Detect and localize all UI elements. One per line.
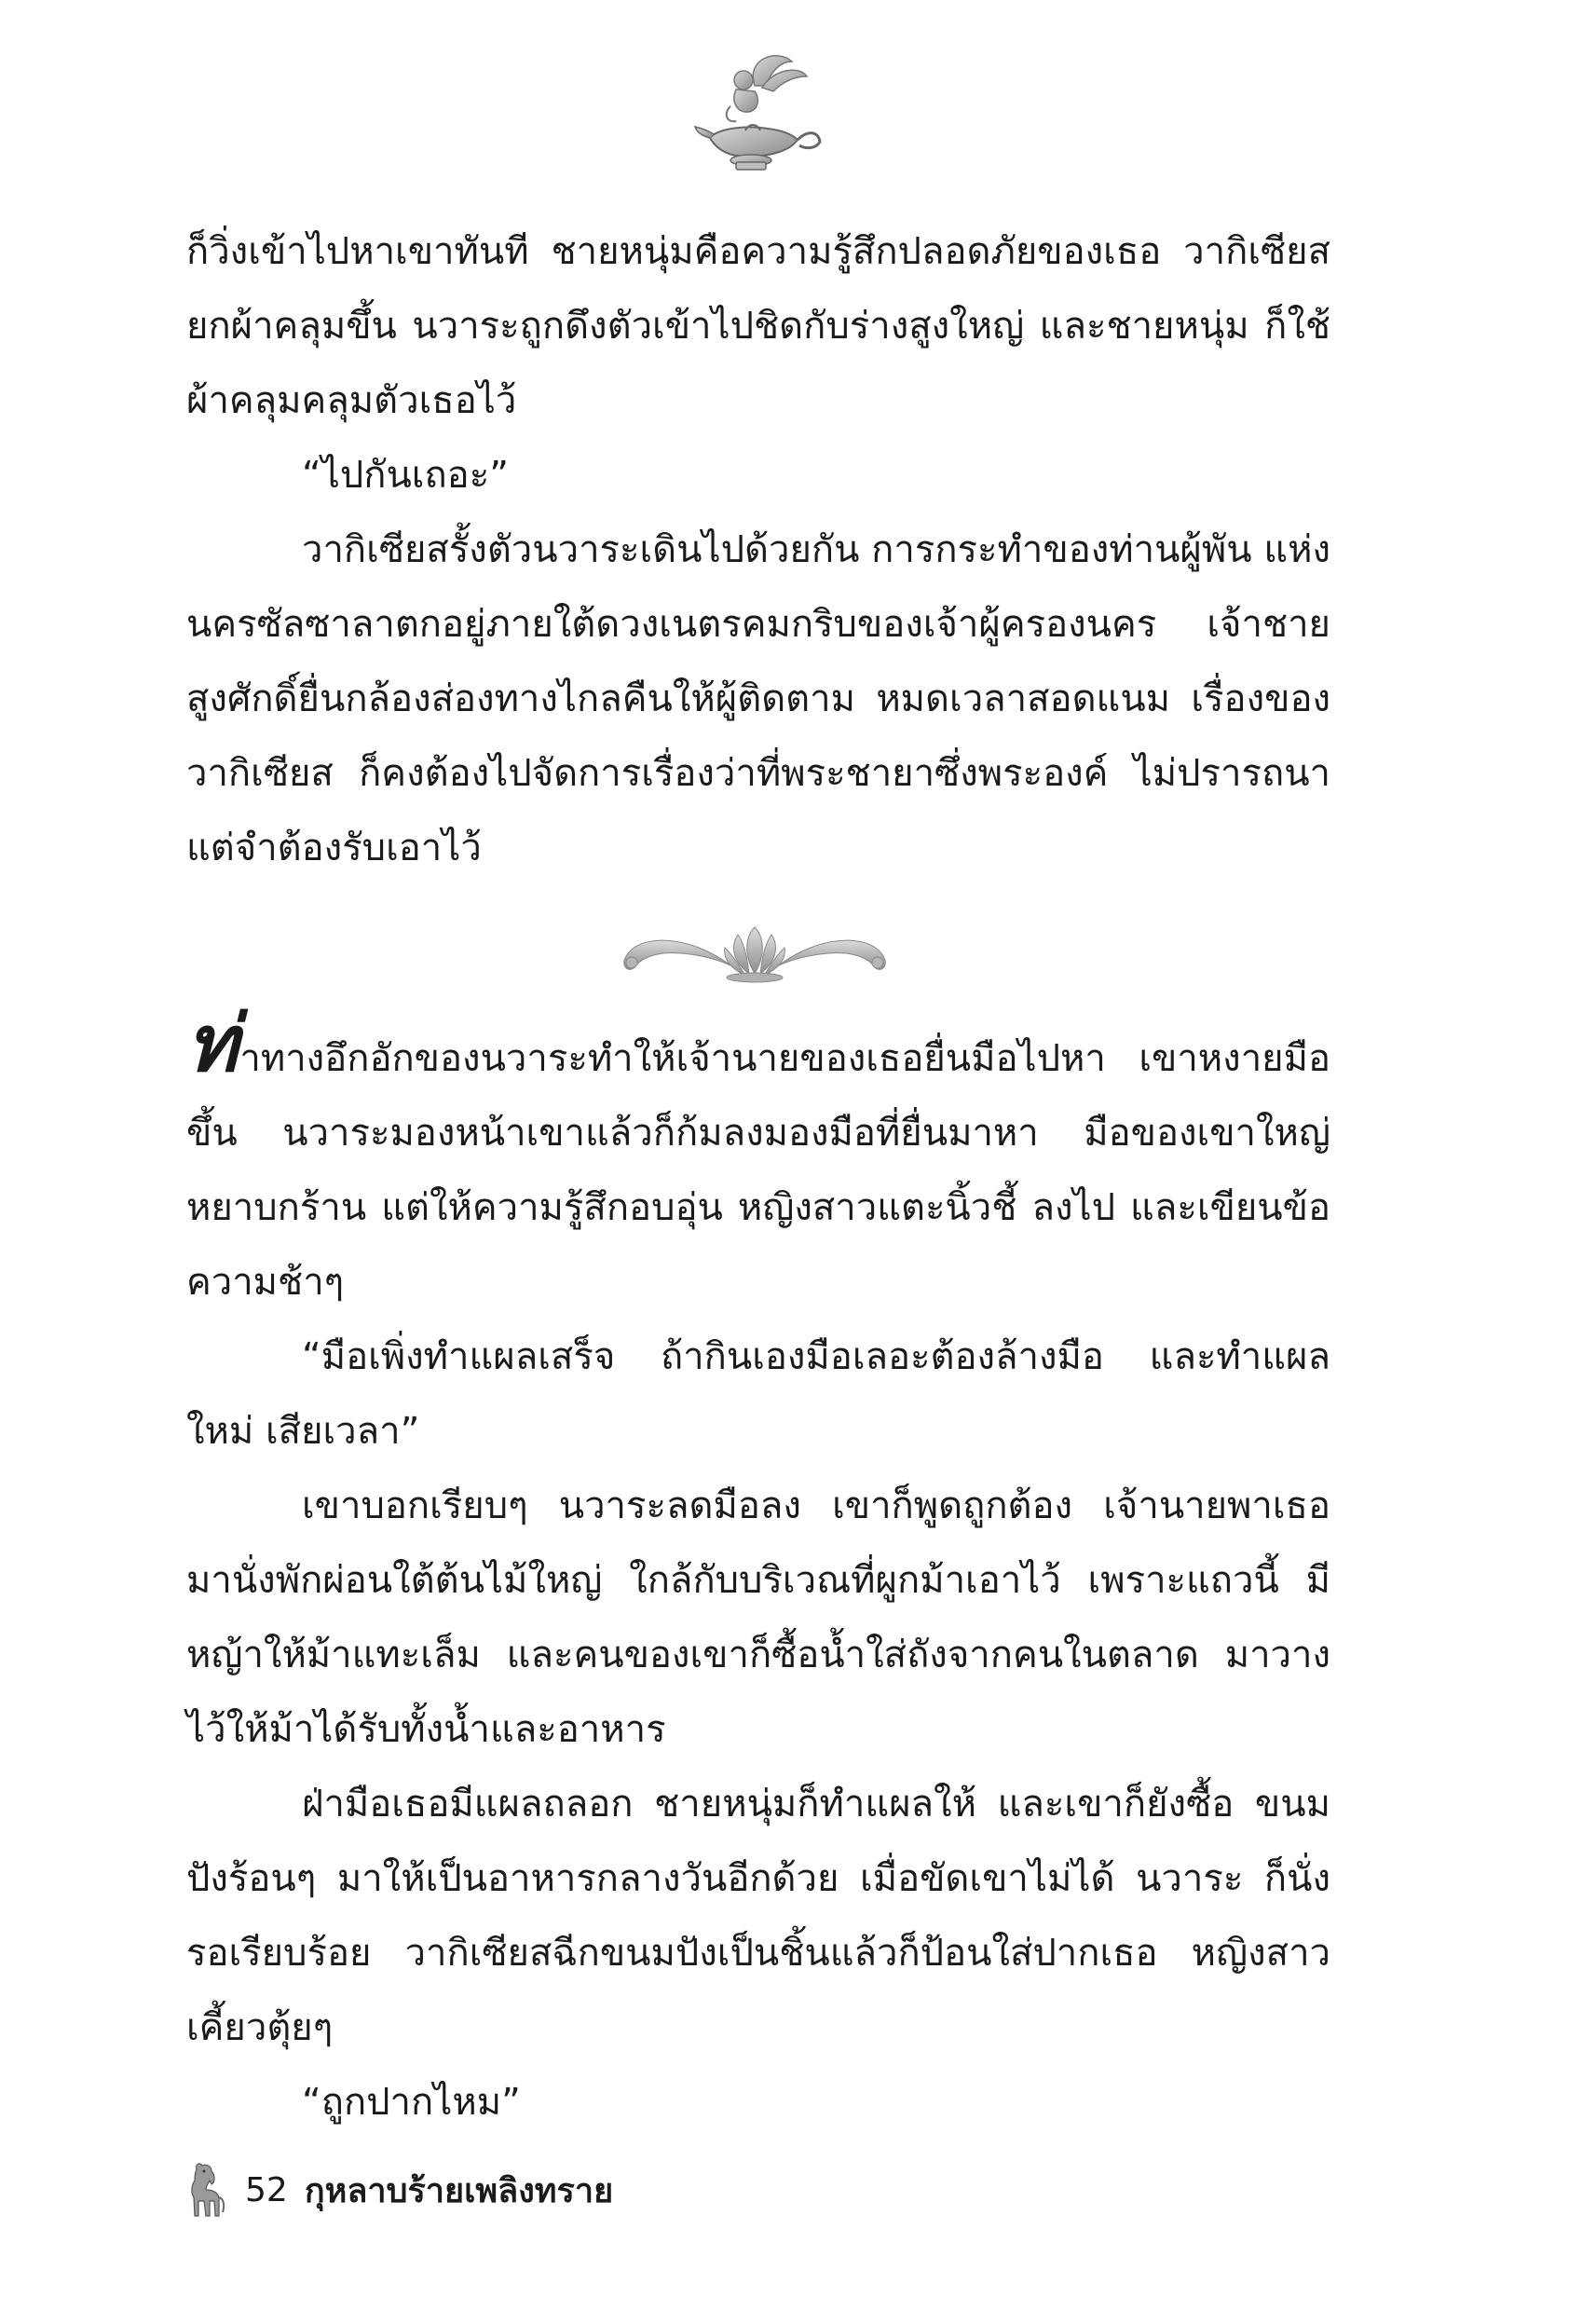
- paragraph: วากิเซียสรั้งตัวนวาระเดินไปด้วยกัน การกระทำของท่านผู้พัน แห่งนครซัลซาลาตกอยู่ภายใต้ดวงเนตรคมกริบของเจ้าผู้ครองนคร เจ้าชายสูงศักดิ์ยื่นกล้องส่องทางไกลคืนให้ผู้ติดตาม หมดเวลาสอดแนม เรื่องของวากิเซียส ก็คงต้องไปจัดการเรื่องว่าที่พระชายาซึ่งพระองค์ ไม่ปรารถนา แต่จำต้องรับเอาไว้: [186, 528, 1330, 869]
- paragraph-text: าทางอึกอักของนวาระทำให้เจ้านายของเธอยื่นมือไปหา เขาหงายมือขึ้น นวาระมองหน้าเขาแล้วก็ก้มลงมองมือที่ยื่นมาหา มือของเขาใหญ่ หยาบกร้าน แต่ให้ความรู้สึกอบอุ่น หญิงสาวแตะนิ้วชี้ ลงไป และเขียนข้อความช้าๆ: [186, 1037, 1330, 1304]
- drop-cap: ท่: [186, 998, 239, 1089]
- scroll-divider-ornament-icon: [615, 918, 894, 988]
- paragraph: “มือเพิ่งทำแผลเสร็จ ถ้ากินเองมือเลอะต้องล้างมือ และทำแผล ใหม่ เสียเวลา”: [186, 1335, 1330, 1453]
- paragraph: ก็วิ่งเข้าไปหาเขาทันที ชายหนุ่มคือความรู้สึกปลอดภัยของเธอ วากิเซียส ยกผ้าคลุมขึ้น นวาระถูกดึงตัวเข้าไปชิดกับร่างสูงใหญ่ และชายหนุ่ม ก็ใช้ผ้าคลุมคลุมตัวเธอไว้: [186, 230, 1330, 422]
- horse-icon: [182, 2160, 228, 2220]
- paragraph: เขาบอกเรียบๆ นวาระลดมือลง เขาก็พูดถูกต้อง เจ้านายพาเธอ มานั่งพักผ่อนใต้ต้นไม้ใหญ่ ใกล้กับบริเวณที่ผูกม้าเอาไว้ เพราะแถวนี้ มีหญ้าให้ม้าแทะเล็ม และคนของเขาก็ซื้อน้ำใส่ถังจากคนในตลาด มาวางไว้ให้ม้าได้รับทั้งน้ำและอาหาร: [186, 1484, 1330, 1751]
- cupid-lamp-ornament-icon: [689, 48, 829, 179]
- page-footer: [182, 2157, 834, 2222]
- page-number: 52: [245, 2170, 288, 2209]
- paragraph: ฝ่ามือเธอมีแผลถลอก ชายหนุ่มก็ทำแผลให้ และเขาก็ยังซื้อ ขนมปังร้อนๆ มาให้เป็นอาหารกลางวันอีกด้วย เมื่อขัดเขาไม่ได้ นวาระ ก็นั่งรอเรียบร้อย วากิเซียสฉีกขนมปังเป็นชิ้นแล้วก็ป้อนใส่ปากเธอ หญิงสาวเคี้ยวตุ้ยๆ: [186, 1783, 1330, 2049]
- paragraph: “ไปกันเถอะ”: [302, 454, 509, 497]
- paragraph: “ถูกปากไหม”: [302, 2081, 521, 2124]
- book-title: กุหลาบร้ายเพลิงทราย: [304, 2171, 614, 2210]
- paragraph: [186, 998, 1330, 1320]
- text-block-top: [186, 214, 1330, 885]
- text-block-bottom: [186, 998, 1330, 2140]
